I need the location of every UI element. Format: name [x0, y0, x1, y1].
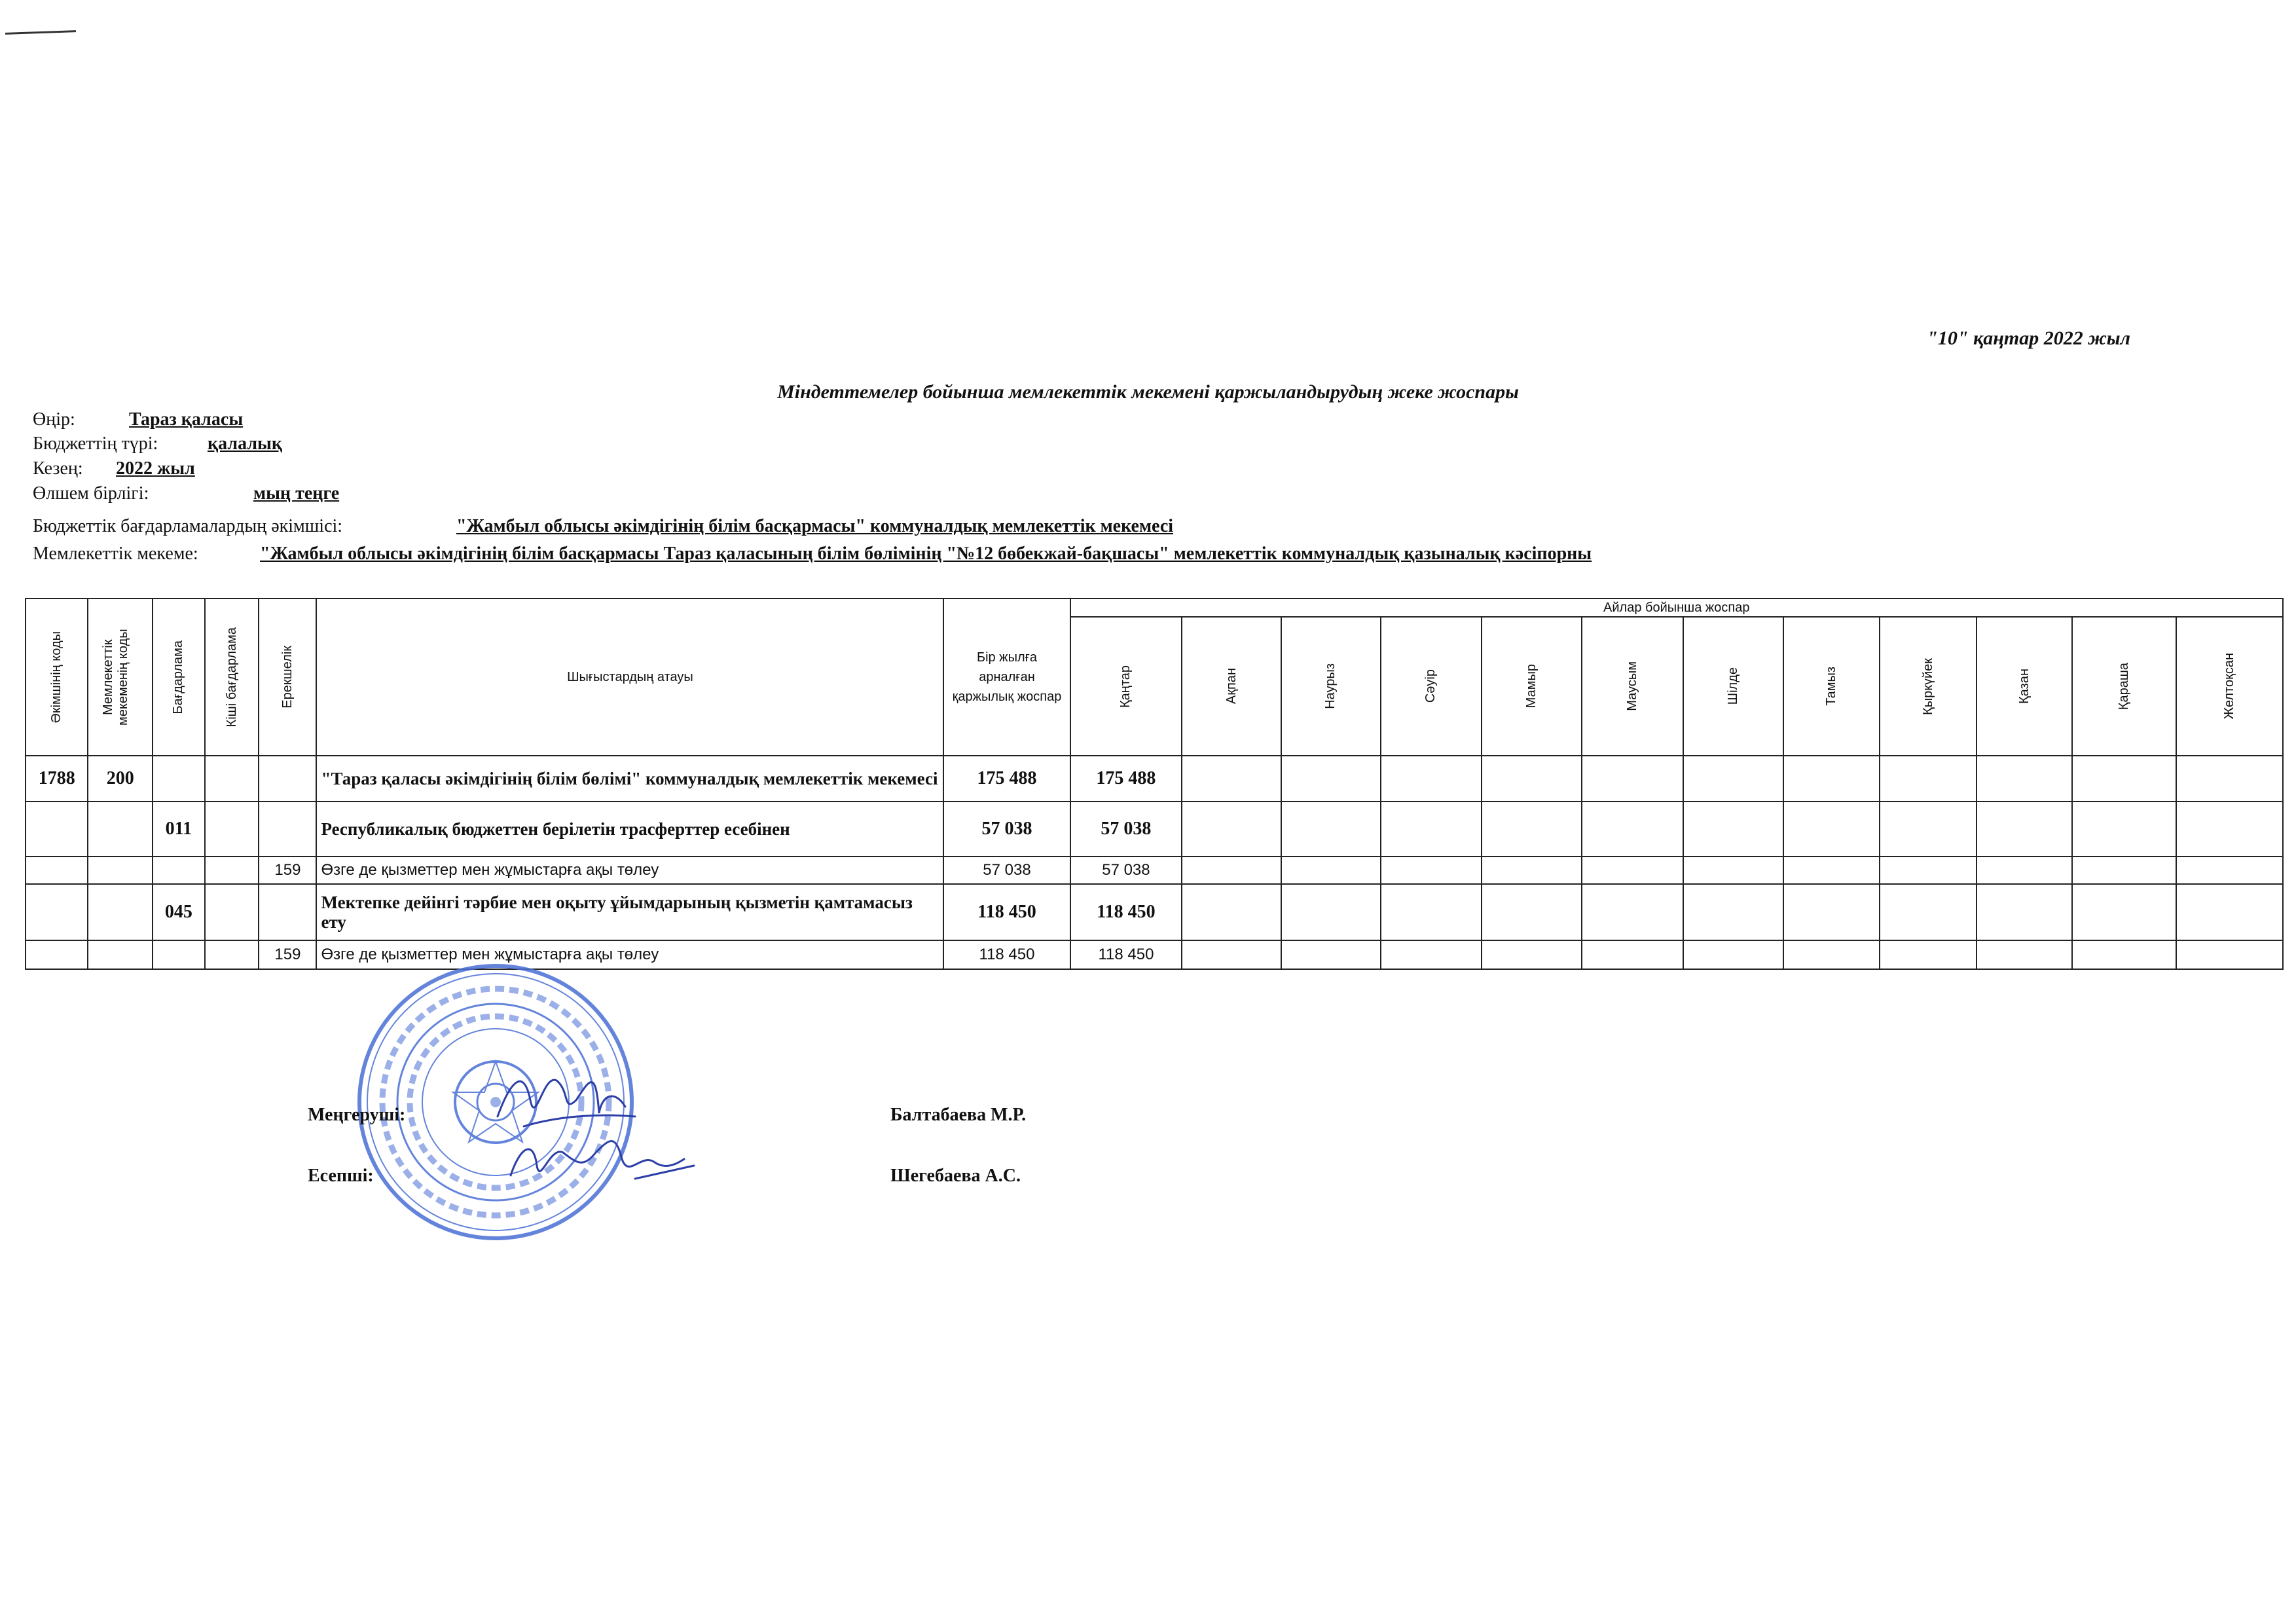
meta-period-label: Кезең: — [33, 458, 83, 479]
cell-jan: 57 038 — [1070, 802, 1182, 857]
month-may: Мамыр — [1482, 617, 1582, 756]
col-admin-code: Әкімшінің коды — [26, 599, 88, 756]
head-name: Балтабаева М.Р. — [890, 1105, 1027, 1125]
meta-administrator-value: "Жамбыл облысы әкімдігінің білім басқармасы" коммуналдық мемлекеттік мекемесі — [456, 516, 1174, 536]
col-program: Бағдарлама — [153, 599, 205, 756]
cell-inst: 200 — [88, 756, 153, 802]
meta-budget-type-value: қалалық — [208, 434, 283, 454]
cell-sub — [205, 802, 259, 857]
cell-inst — [88, 802, 153, 857]
cell-name: Республикалық бюджеттен берілетін трасферттер есебінен — [316, 802, 943, 857]
document-date: "10" қаңтар 2022 жыл — [1927, 327, 2130, 349]
col-subprogram: Кіші бағдарлама — [205, 599, 259, 756]
cell-name: Өзге де қызметтер мен жұмыстарға ақы төлеу — [316, 857, 943, 884]
cell-sub — [205, 940, 259, 969]
col-expense-name: Шығыстардың атауы — [316, 599, 943, 756]
cell-annual: 175 488 — [943, 756, 1070, 802]
meta-region — [33, 409, 243, 430]
cell-spec — [259, 756, 316, 802]
cell-spec: 159 — [259, 857, 316, 884]
meta-institution — [33, 544, 1592, 564]
accountant-name: Шегебаева А.С. — [890, 1166, 1021, 1186]
month-jan: Қаңтар — [1070, 617, 1182, 756]
cell-name: Мектепке дейінгі тәрбие мен оқыту ұйымдарының қызметін қамтамасыз ету — [316, 884, 943, 940]
cell-sub — [205, 857, 259, 884]
month-dec: Желтоқсан — [2176, 617, 2283, 756]
cell-prog — [153, 940, 205, 969]
signature-icon — [484, 1054, 701, 1205]
cell-annual: 118 450 — [943, 940, 1070, 969]
meta-budget-type — [33, 434, 282, 454]
meta-unit-value: мың теңге — [253, 483, 340, 504]
accountant-label: Есепші: — [308, 1166, 374, 1186]
cell-prog — [153, 756, 205, 802]
meta-unit — [33, 483, 339, 504]
cell-admin — [26, 940, 88, 969]
cell-name: "Тараз қаласы әкімдігінің білім бөлімі" коммуналдық мемлекеттік мекемесі — [316, 756, 943, 802]
table-row — [26, 857, 2283, 884]
month-mar: Наурыз — [1281, 617, 1381, 756]
month-apr: Сәуір — [1381, 617, 1482, 756]
table-header-row — [26, 599, 2283, 617]
meta-region-value: Тараз қаласы — [129, 409, 244, 430]
cell-annual: 57 038 — [943, 857, 1070, 884]
col-annual-plan: Бір жылға арналған қаржылық жоспар — [943, 599, 1070, 756]
cell-annual: 57 038 — [943, 802, 1070, 857]
month-jul: Шілде — [1683, 617, 1783, 756]
cell-spec — [259, 802, 316, 857]
meta-administrator-label: Бюджеттік бағдарламалардың әкімшісі: — [33, 516, 343, 536]
col-monthly-plan: Айлар бойынша жоспар — [1070, 599, 2283, 617]
month-sep: Қыркүйек — [1880, 617, 1976, 756]
month-aug: Тамыз — [1783, 617, 1880, 756]
cell-sub — [205, 884, 259, 940]
cell-sub — [205, 756, 259, 802]
meta-institution-value: "Жамбыл облысы әкімдігінің білім басқармасы Тараз қаласының білім бөлімінің "№12 бөбекжай-бақшасы" мемлекеттік коммуналдық қазыналық кәсіпорны — [260, 544, 1592, 564]
cell-admin — [26, 884, 88, 940]
col-specific: Ерекшелік — [259, 599, 316, 756]
cell-prog: 045 — [153, 884, 205, 940]
month-feb: Ақпан — [1182, 617, 1281, 756]
cell-jan: 118 450 — [1070, 884, 1182, 940]
scan-artifact — [5, 30, 76, 35]
table-row — [26, 802, 2283, 857]
month-nov: Қараша — [2072, 617, 2176, 756]
table-row — [26, 884, 2283, 940]
meta-unit-label: Өлшем бірлігі: — [33, 483, 149, 504]
col-institution-code: Мемлекеттік мекеменің коды — [88, 599, 153, 756]
month-oct: Қазан — [1977, 617, 2072, 756]
cell-admin — [26, 802, 88, 857]
cell-prog: 011 — [153, 802, 205, 857]
financing-plan-table — [25, 598, 2284, 970]
cell-inst — [88, 857, 153, 884]
cell-jan: 118 450 — [1070, 940, 1182, 969]
cell-name: Өзге де қызметтер мен жұмыстарға ақы төлеу — [316, 940, 943, 969]
month-jun: Маусым — [1582, 617, 1683, 756]
meta-region-label: Өңір: — [33, 409, 75, 430]
document-title: Міндеттемелер бойынша мемлекеттік мекемені қаржыландырудың жеке жоспары — [777, 381, 1519, 403]
meta-administrator — [33, 516, 1173, 537]
meta-institution-label: Мемлекеттік мекеме: — [33, 544, 198, 564]
cell-annual: 118 450 — [943, 884, 1070, 940]
cell-prog — [153, 857, 205, 884]
cell-spec — [259, 884, 316, 940]
meta-budget-type-label: Бюджеттің түрі: — [33, 434, 158, 454]
meta-period-value: 2022 жыл — [116, 458, 195, 479]
meta-period — [33, 458, 195, 479]
cell-inst — [88, 884, 153, 940]
cell-admin: 1788 — [26, 756, 88, 802]
cell-admin — [26, 857, 88, 884]
cell-inst — [88, 940, 153, 969]
head-label: Меңгеруші: — [308, 1105, 406, 1125]
cell-jan: 57 038 — [1070, 857, 1182, 884]
table-row — [26, 756, 2283, 802]
cell-spec: 159 — [259, 940, 316, 969]
cell-jan: 175 488 — [1070, 756, 1182, 802]
